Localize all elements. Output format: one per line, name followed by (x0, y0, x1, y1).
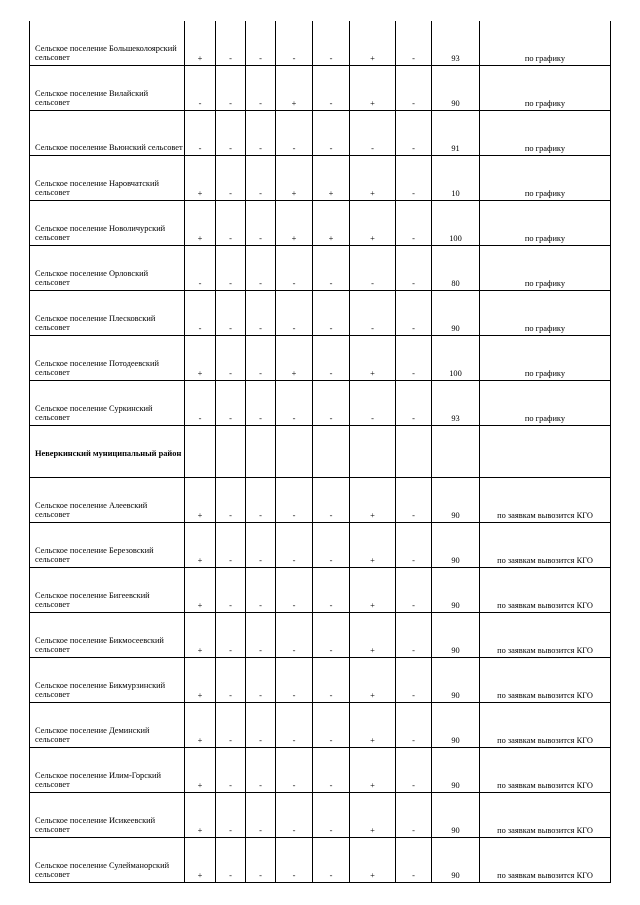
mark-cell: - (185, 66, 216, 111)
settlement-name: Сельское поселение Березовский сельсовет (30, 523, 185, 568)
mark-cell: + (350, 838, 396, 883)
mark-cell: - (313, 21, 350, 66)
mark-cell: - (216, 381, 246, 426)
mark-cell: - (276, 246, 313, 291)
schedule-note: по графику (480, 66, 611, 111)
mark-cell: + (350, 658, 396, 703)
mark-cell: - (313, 613, 350, 658)
mark-cell: - (246, 523, 276, 568)
table-row (30, 568, 611, 613)
mark-cell: - (313, 246, 350, 291)
mark-cell: + (185, 478, 216, 523)
schedule-note: по заявкам вывозится КГО (480, 703, 611, 748)
mark-cell: - (350, 291, 396, 336)
mark-cell: - (396, 156, 432, 201)
mark-cell: - (276, 568, 313, 613)
mark-cell: - (350, 246, 396, 291)
value-cell: 90 (432, 291, 480, 336)
mark-cell: - (246, 201, 276, 246)
mark-cell: - (246, 613, 276, 658)
mark-cell: + (185, 21, 216, 66)
mark-cell: - (396, 658, 432, 703)
mark-cell (246, 426, 276, 478)
mark-cell: - (396, 523, 432, 568)
mark-cell: - (216, 201, 246, 246)
schedule-note: по графику (480, 246, 611, 291)
mark-cell: - (246, 291, 276, 336)
table-row (30, 658, 611, 703)
settlement-name: Сельское поселение Бикмосеевский сельсовет (30, 613, 185, 658)
mark-cell: - (276, 793, 313, 838)
mark-cell: - (276, 838, 313, 883)
settlement-name: Сельское поселение Орловский сельсовет (30, 246, 185, 291)
mark-cell: - (216, 246, 246, 291)
mark-cell: - (396, 291, 432, 336)
mark-cell: - (313, 381, 350, 426)
mark-cell: - (185, 381, 216, 426)
mark-cell: + (350, 523, 396, 568)
mark-cell: - (246, 246, 276, 291)
mark-cell: - (396, 111, 432, 156)
table-body (30, 21, 611, 883)
table-row (30, 21, 611, 66)
mark-cell: - (216, 336, 246, 381)
table-row (30, 478, 611, 523)
mark-cell: + (185, 658, 216, 703)
mark-cell: - (313, 336, 350, 381)
mark-cell: - (246, 793, 276, 838)
mark-cell: - (216, 838, 246, 883)
table-row (30, 793, 611, 838)
mark-cell: - (313, 568, 350, 613)
schedule-note: по заявкам вывозится КГО (480, 613, 611, 658)
settlements-table (29, 21, 611, 883)
table-row (30, 613, 611, 658)
mark-cell: - (276, 291, 313, 336)
mark-cell: - (350, 381, 396, 426)
mark-cell: - (246, 838, 276, 883)
value-cell: 100 (432, 336, 480, 381)
mark-cell: - (216, 793, 246, 838)
mark-cell: - (396, 336, 432, 381)
value-cell: 91 (432, 111, 480, 156)
mark-cell: - (396, 21, 432, 66)
mark-cell: - (396, 568, 432, 613)
mark-cell (185, 426, 216, 478)
mark-cell: - (276, 658, 313, 703)
schedule-note: по заявкам вывозится КГО (480, 478, 611, 523)
value-cell: 90 (432, 748, 480, 793)
mark-cell: + (185, 613, 216, 658)
mark-cell: + (350, 748, 396, 793)
mark-cell: - (246, 568, 276, 613)
mark-cell: - (276, 381, 313, 426)
mark-cell: + (276, 336, 313, 381)
mark-cell: - (313, 523, 350, 568)
value-cell: 90 (432, 478, 480, 523)
settlement-name: Сельское поселение Деминский сельсовет (30, 703, 185, 748)
mark-cell: - (313, 838, 350, 883)
mark-cell: + (350, 336, 396, 381)
district-name: Неверкинский муниципальный район (30, 426, 185, 478)
value-cell: 90 (432, 568, 480, 613)
mark-cell: - (276, 703, 313, 748)
mark-cell: - (396, 703, 432, 748)
mark-cell: - (216, 613, 246, 658)
mark-cell: - (246, 156, 276, 201)
mark-cell (276, 426, 313, 478)
mark-cell: + (185, 838, 216, 883)
settlement-name: Сельское поселение Новоличурский сельсовет (30, 201, 185, 246)
value-cell: 80 (432, 246, 480, 291)
mark-cell: - (216, 658, 246, 703)
table-row (30, 156, 611, 201)
value-cell: 90 (432, 703, 480, 748)
mark-cell: + (350, 66, 396, 111)
mark-cell: + (185, 201, 216, 246)
mark-cell: + (276, 156, 313, 201)
mark-cell: - (313, 111, 350, 156)
schedule-note: по графику (480, 111, 611, 156)
mark-cell: - (276, 21, 313, 66)
settlement-name: Сельское поселение Бигеевский сельсовет (30, 568, 185, 613)
mark-cell: - (216, 568, 246, 613)
mark-cell: - (216, 66, 246, 111)
mark-cell: - (313, 291, 350, 336)
schedule-note: по заявкам вывозится КГО (480, 658, 611, 703)
table-row (30, 66, 611, 111)
mark-cell: - (396, 201, 432, 246)
value-cell: 90 (432, 838, 480, 883)
schedule-note: по графику (480, 21, 611, 66)
mark-cell: - (216, 703, 246, 748)
mark-cell: - (396, 838, 432, 883)
settlement-name: Сельское поселение Вилайский сельсовет (30, 66, 185, 111)
mark-cell: - (276, 478, 313, 523)
mark-cell: - (216, 291, 246, 336)
mark-cell: - (276, 523, 313, 568)
schedule-note: по графику (480, 156, 611, 201)
mark-cell: + (350, 201, 396, 246)
mark-cell (216, 426, 246, 478)
value-cell: 90 (432, 613, 480, 658)
mark-cell: - (246, 336, 276, 381)
mark-cell: + (313, 156, 350, 201)
mark-cell: - (313, 703, 350, 748)
mark-cell: - (216, 748, 246, 793)
settlement-name: Сельское поселение Потодеевский сельсовет (30, 336, 185, 381)
settlement-name: Сельское поселение Суркинский сельсовет (30, 381, 185, 426)
mark-cell: - (216, 111, 246, 156)
mark-cell: - (216, 21, 246, 66)
value-cell (432, 426, 480, 478)
table-row (30, 201, 611, 246)
value-cell: 93 (432, 381, 480, 426)
table-row (30, 523, 611, 568)
mark-cell: - (276, 748, 313, 793)
mark-cell: - (246, 66, 276, 111)
schedule-note: по заявкам вывозится КГО (480, 793, 611, 838)
mark-cell: - (246, 111, 276, 156)
mark-cell: - (396, 66, 432, 111)
mark-cell: - (396, 381, 432, 426)
settlement-name: Сельское поселение Плесковский сельсовет (30, 291, 185, 336)
mark-cell: - (246, 703, 276, 748)
mark-cell: - (246, 381, 276, 426)
mark-cell: + (185, 523, 216, 568)
mark-cell: - (313, 793, 350, 838)
mark-cell: - (396, 613, 432, 658)
mark-cell: - (276, 613, 313, 658)
table-row (30, 246, 611, 291)
mark-cell: - (246, 21, 276, 66)
mark-cell: - (313, 478, 350, 523)
table-row (30, 291, 611, 336)
table-row (30, 838, 611, 883)
mark-cell: - (350, 111, 396, 156)
mark-cell: - (396, 478, 432, 523)
mark-cell: - (313, 66, 350, 111)
mark-cell: - (276, 111, 313, 156)
mark-cell: - (246, 748, 276, 793)
mark-cell (396, 426, 432, 478)
table-row (30, 381, 611, 426)
value-cell: 90 (432, 793, 480, 838)
mark-cell: - (246, 658, 276, 703)
mark-cell: - (216, 478, 246, 523)
mark-cell: + (276, 201, 313, 246)
mark-cell: - (216, 156, 246, 201)
mark-cell: - (185, 246, 216, 291)
schedule-note: по графику (480, 201, 611, 246)
mark-cell: + (185, 568, 216, 613)
mark-cell: - (216, 523, 246, 568)
mark-cell: + (276, 66, 313, 111)
settlement-name: Сельское поселение Илим-Горский сельсовет (30, 748, 185, 793)
table-row (30, 111, 611, 156)
settlement-name: Сельское поселение Большеколоярский сельсовет (30, 21, 185, 66)
mark-cell: + (350, 793, 396, 838)
mark-cell: + (185, 793, 216, 838)
mark-cell: - (396, 748, 432, 793)
mark-cell: - (185, 111, 216, 156)
settlement-name: Сельское поселение Вьюнский сельсовет (30, 111, 185, 156)
settlement-name: Сельское поселение Сулейманорский сельсовет (30, 838, 185, 883)
mark-cell (350, 426, 396, 478)
mark-cell (313, 426, 350, 478)
settlement-name: Сельское поселение Наровчатский сельсовет (30, 156, 185, 201)
mark-cell: + (185, 336, 216, 381)
table-row (30, 703, 611, 748)
settlement-name: Сельское поселение Исикеевский сельсовет (30, 793, 185, 838)
district-row (30, 426, 611, 478)
value-cell: 90 (432, 523, 480, 568)
schedule-note: по заявкам вывозится КГО (480, 838, 611, 883)
schedule-note: по графику (480, 336, 611, 381)
mark-cell: + (313, 201, 350, 246)
mark-cell: - (313, 748, 350, 793)
table-row (30, 336, 611, 381)
mark-cell: - (246, 478, 276, 523)
mark-cell: + (185, 703, 216, 748)
table-row (30, 748, 611, 793)
value-cell: 90 (432, 658, 480, 703)
schedule-note (480, 426, 611, 478)
schedule-note: по заявкам вывозится КГО (480, 748, 611, 793)
mark-cell: - (185, 291, 216, 336)
settlement-name: Сельское поселение Бикмурзинский сельсовет (30, 658, 185, 703)
mark-cell: + (350, 703, 396, 748)
mark-cell: + (185, 156, 216, 201)
schedule-note: по графику (480, 381, 611, 426)
schedule-note: по заявкам вывозится КГО (480, 568, 611, 613)
settlement-name: Сельское поселение Алеевский сельсовет (30, 478, 185, 523)
mark-cell: - (396, 246, 432, 291)
value-cell: 93 (432, 21, 480, 66)
mark-cell: + (185, 748, 216, 793)
mark-cell: - (313, 658, 350, 703)
mark-cell: - (396, 793, 432, 838)
value-cell: 100 (432, 201, 480, 246)
mark-cell: + (350, 568, 396, 613)
schedule-note: по заявкам вывозится КГО (480, 523, 611, 568)
value-cell: 10 (432, 156, 480, 201)
mark-cell: + (350, 478, 396, 523)
mark-cell: + (350, 156, 396, 201)
schedule-note: по графику (480, 291, 611, 336)
value-cell: 90 (432, 66, 480, 111)
mark-cell: + (350, 613, 396, 658)
mark-cell: + (350, 21, 396, 66)
